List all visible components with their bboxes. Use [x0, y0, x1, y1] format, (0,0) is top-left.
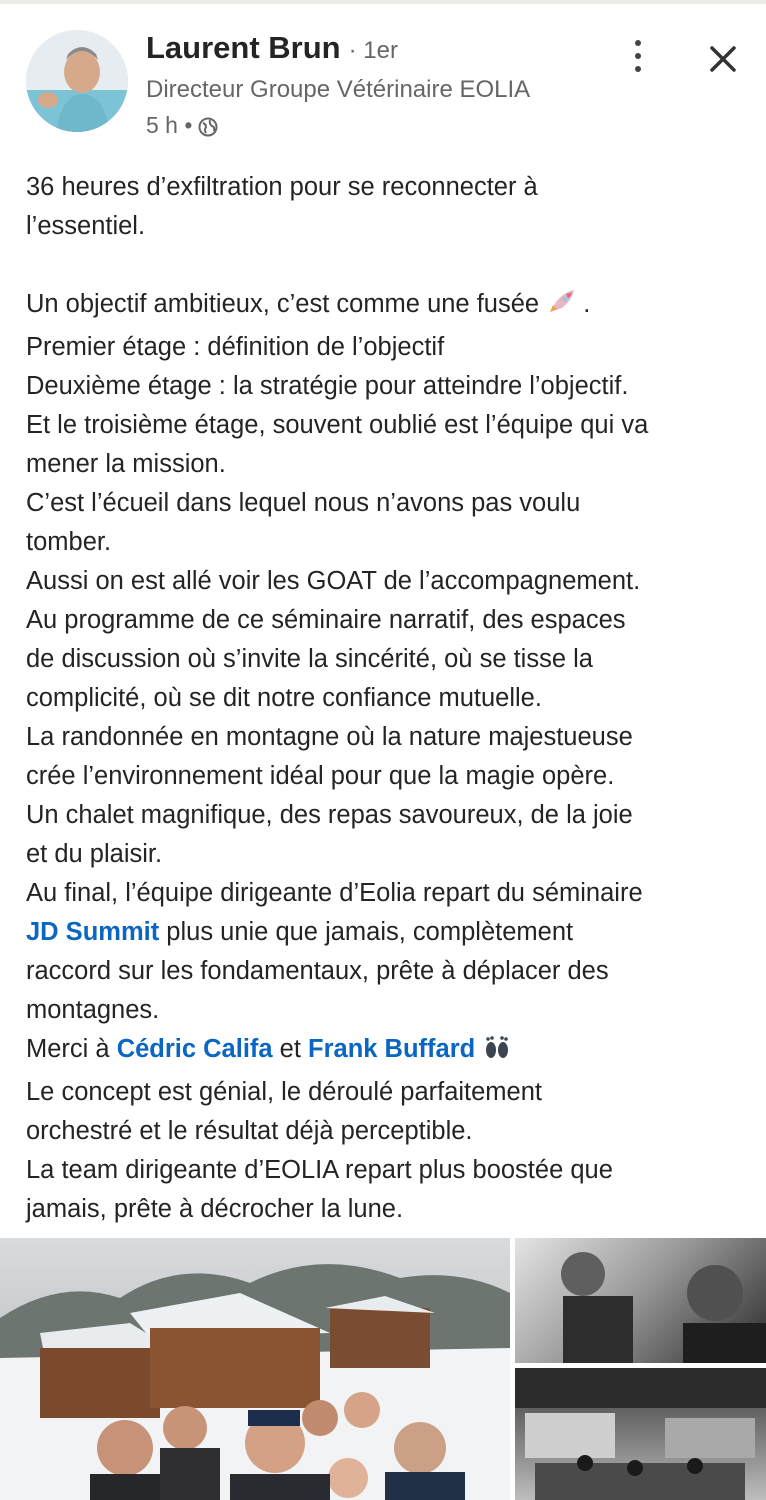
post-time: 5 h • — [146, 112, 193, 138]
post-line: complicité, où se dit notre confiance mutuelle. — [26, 684, 542, 712]
post-line: La randonnée en montagne où la nature majestueuse — [26, 723, 633, 751]
post-line: Au programme de ce séminaire narratif, des espaces — [26, 606, 626, 634]
post-line: mener la mission. — [26, 450, 226, 478]
footprints-emoji — [482, 1033, 512, 1073]
post-line: 36 heures d’exfiltration pour se reconnecter à — [26, 173, 538, 201]
post-line: orchestré et le résultat déjà perceptible. — [26, 1117, 473, 1145]
chalet-scene — [0, 1238, 510, 1500]
cedric-califa-link[interactable]: Cédric Califa — [116, 1035, 273, 1063]
post-line: C’est l’écueil dans lequel nous n’avons pas voulu — [26, 489, 581, 517]
frank-buffard-link[interactable]: Frank Buffard — [308, 1035, 476, 1063]
globe-icon — [198, 116, 218, 136]
top-divider — [0, 0, 766, 4]
author-avatar[interactable] — [26, 30, 128, 132]
avatar-photo — [26, 30, 128, 132]
post-line: l’essentiel. — [26, 212, 146, 240]
interior-scene — [515, 1368, 766, 1500]
paragraph-gap — [26, 246, 756, 285]
post-line: JD Summit plus unie que jamais, complètement — [26, 918, 574, 946]
post-line: Merci à Cédric Califa et Frank Buffard — [26, 1030, 756, 1073]
meeting-photo-bw[interactable] — [515, 1238, 766, 1363]
connection-degree: · 1er — [348, 37, 398, 64]
post-line: Et le troisième étage, souvent oublié est l’équipe qui va — [26, 411, 649, 439]
post-line: Le concept est génial, le déroulé parfaitement — [26, 1078, 543, 1106]
rocket-emoji — [546, 288, 576, 328]
author-headline: Directeur Groupe Vétérinaire EOLIA — [146, 76, 531, 103]
post-meta — [146, 112, 218, 139]
post-line: jamais, prête à décrocher la lune. — [26, 1195, 404, 1223]
post-line: Premier étage : définition de l’objectif — [26, 333, 445, 361]
author-name[interactable]: Laurent Brun — [146, 30, 341, 65]
post-line: Au final, l’équipe dirigeante d’Eolia repart du séminaire — [26, 879, 643, 907]
post-line: Deuxième étage : la stratégie pour atteindre l’objectif. — [26, 372, 629, 400]
more-vertical-icon — [635, 40, 641, 46]
post-line: Un objectif ambitieux, c’est comme une fusée . — [26, 285, 756, 328]
post-line: raccord sur les fondamentaux, prête à déplacer des — [26, 957, 609, 985]
chalet-interior-photo-bw[interactable] — [515, 1368, 766, 1500]
post-line: La team dirigeante d’EOLIA repart plus boostée que — [26, 1156, 613, 1184]
post-line: de discussion où s’invite la sincérité, où se tisse la — [26, 645, 593, 673]
team-chalet-photo[interactable] — [0, 1238, 510, 1500]
post-text — [26, 168, 756, 1229]
more-options-button[interactable] — [620, 36, 656, 76]
post-line: Aussi on est allé voir les GOAT de l’accompagnement. — [26, 567, 641, 595]
close-button[interactable] — [702, 38, 744, 80]
close-icon — [702, 38, 744, 80]
meeting-scene — [515, 1238, 766, 1363]
post-line: tomber. — [26, 528, 112, 556]
post-line: montagnes. — [26, 996, 160, 1024]
post-line: crée l’environnement idéal pour que la magie opère. — [26, 762, 615, 790]
jd-summit-link[interactable]: JD Summit — [26, 918, 160, 946]
author-name-row — [146, 30, 398, 72]
post-line: Un chalet magnifique, des repas savoureux, de la joie — [26, 801, 633, 829]
post-line: et du plaisir. — [26, 840, 163, 868]
